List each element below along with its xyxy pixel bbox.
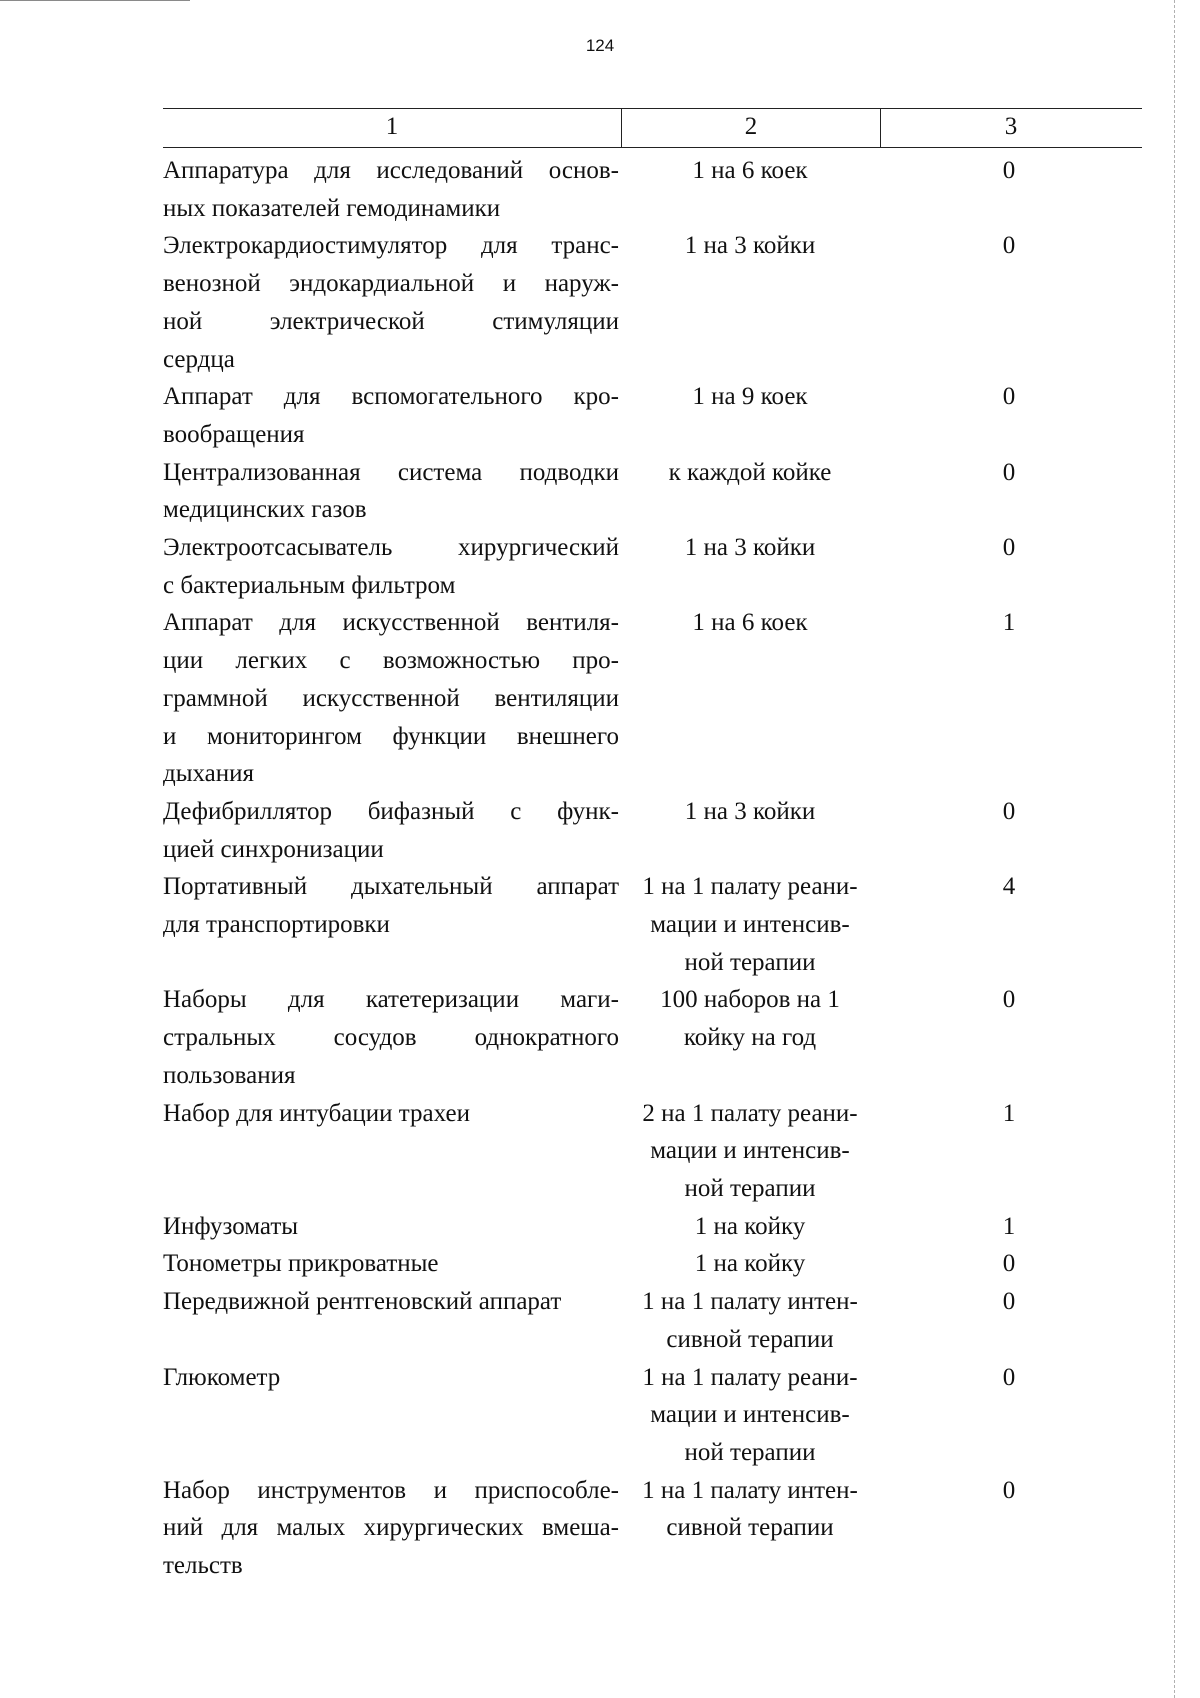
standard-quantity-cell (621, 981, 879, 1056)
standard-quantity-line: 1 на 1 палату интен- (642, 1288, 858, 1316)
equipment-name-line: пользования (163, 1061, 296, 1089)
standard-quantity-line: 100 наборов на 1 (660, 986, 840, 1014)
standard-quantity-line: 2 на 1 палату реани- (642, 1099, 858, 1127)
standard-quantity-cell (621, 1095, 879, 1208)
standard-quantity-cell (621, 604, 879, 642)
standard-quantity-cell (621, 152, 879, 190)
standard-quantity-cell (621, 868, 879, 981)
standard-quantity-cell (621, 1283, 879, 1358)
equipment-name-line: венозной эндокардиальной и наруж- (163, 270, 619, 298)
standard-quantity-line: 1 на 1 палату интен- (642, 1476, 858, 1504)
equipment-name-line: Электрокардиостимулятор для транс- (163, 232, 619, 260)
standard-quantity-line: ной терапии (684, 1174, 816, 1202)
standard-quantity-cell (621, 793, 879, 831)
standard-quantity-line: койку на год (683, 1024, 817, 1052)
standard-quantity-cell (621, 529, 879, 567)
standard-quantity-line: 1 на 9 коек (692, 383, 808, 411)
standard-quantity-cell (621, 378, 879, 416)
equipment-name-line: с бактериальным фильтром (163, 571, 456, 599)
table-row (163, 793, 1142, 868)
table-row (163, 604, 1142, 793)
standard-quantity-line: 1 на койку (694, 1250, 806, 1278)
equipment-name-line: сердца (163, 345, 235, 373)
equipment-name-line: Набор инструментов и приспособле- (163, 1476, 619, 1504)
table-row (163, 1359, 1142, 1472)
equipment-name-cell (163, 1095, 621, 1133)
standard-quantity-line: сивной терапии (666, 1514, 834, 1542)
equipment-name-line: медицинских газов (163, 496, 367, 524)
equipment-name-cell (163, 868, 621, 943)
actual-count-cell: 4 (1002, 873, 1016, 901)
standard-quantity-cell (621, 227, 879, 265)
equipment-name-line: Инфузоматы (163, 1212, 299, 1240)
actual-count-cell: 0 (1002, 797, 1016, 825)
standard-quantity-line: мации и интенсив- (650, 1401, 850, 1429)
standard-quantity-line: 1 на 1 палату реани- (642, 1363, 858, 1391)
equipment-name-line: ции легких с возможностью про- (163, 647, 619, 675)
table-row (163, 529, 1142, 604)
table-row (163, 152, 1142, 227)
equipment-name-line: ных показателей гемодинамики (163, 194, 501, 222)
equipment-table (163, 108, 1142, 1585)
equipment-name-line: Глюкометр (163, 1363, 281, 1391)
standard-quantity-line: ной терапии (684, 1438, 816, 1466)
equipment-name-line: Электроотсасыватель хирургический (163, 534, 619, 562)
table-row (163, 454, 1142, 529)
equipment-name-line: Тонометры прикроватные (163, 1250, 439, 1278)
actual-count-cell: 0 (1002, 534, 1016, 562)
standard-quantity-line: 1 на койку (694, 1212, 806, 1240)
actual-count-cell: 0 (1002, 383, 1016, 411)
standard-quantity-line: 1 на 6 коек (692, 157, 808, 184)
equipment-name-line: ний для малых хирургических вмеша- (163, 1514, 619, 1542)
equipment-name-cell (163, 152, 621, 227)
standard-quantity-line: 1 на 3 койки (684, 534, 816, 562)
equipment-name-line: Передвижной рентгеновский аппарат (163, 1288, 562, 1316)
equipment-name-line: Портативный дыхательный аппарат (163, 873, 619, 901)
table-row (163, 981, 1142, 1094)
equipment-name-cell (163, 529, 621, 604)
table-row (163, 227, 1142, 378)
equipment-name-line: для транспортировки (163, 911, 390, 939)
table-row (163, 1283, 1142, 1358)
equipment-name-line: вообращения (163, 420, 305, 448)
actual-count-cell: 0 (1002, 157, 1016, 184)
standard-quantity-line: мации и интенсив- (650, 911, 850, 939)
equipment-name-line: Аппарат для вспомогательного кро- (163, 383, 619, 411)
column-header-2: 2 (622, 109, 881, 147)
actual-count-cell: 0 (1002, 986, 1016, 1014)
scan-right-edge (1174, 0, 1175, 1698)
table-header (163, 108, 1142, 148)
scan-edge-line (0, 0, 190, 1)
table-row (163, 1095, 1142, 1208)
equipment-name-cell (163, 378, 621, 453)
equipment-name-line: Аппарат для искусственной вентиля- (163, 609, 619, 637)
actual-count-cell: 1 (1002, 1099, 1016, 1127)
equipment-name-line: дыхания (163, 760, 255, 788)
standard-quantity-cell (621, 454, 879, 492)
table-row (163, 1472, 1142, 1585)
actual-count-cell: 0 (1002, 1250, 1016, 1278)
actual-count-cell: 0 (1002, 1476, 1016, 1504)
equipment-name-line: Централизованная система подводки (163, 458, 619, 486)
actual-count-cell: 1 (1002, 609, 1016, 637)
equipment-name-line: Аппаратура для исследований основ- (163, 157, 619, 184)
equipment-name-cell (163, 604, 621, 793)
equipment-name-cell (163, 1359, 621, 1397)
standard-quantity-cell (621, 1245, 879, 1283)
equipment-name-line: Наборы для катетеризации маги- (163, 986, 619, 1014)
equipment-name-cell (163, 1245, 621, 1283)
equipment-name-line: стральных сосудов однократного (163, 1024, 619, 1052)
table-row (163, 1245, 1142, 1283)
standard-quantity-line: 1 на 6 коек (692, 609, 808, 637)
equipment-name-line: Дефибриллятор бифазный с функ- (163, 797, 619, 825)
standard-quantity-line: к каждой койке (668, 458, 832, 486)
equipment-name-line: Набор для интубации трахеи (163, 1099, 470, 1127)
standard-quantity-line: сивной терапии (666, 1325, 834, 1353)
equipment-name-line: граммной искусственной вентиляции (163, 684, 619, 712)
actual-count-cell: 0 (1002, 232, 1016, 260)
equipment-name-line: цией синхронизации (163, 835, 384, 863)
standard-quantity-cell (621, 1359, 879, 1472)
table-row (163, 1208, 1142, 1246)
equipment-name-line: ной электрической стимуляции (163, 307, 619, 335)
equipment-name-line: тельств (163, 1552, 243, 1580)
page-number: 124 (585, 36, 615, 55)
equipment-name-line: и мониторингом функции внешнего (163, 722, 619, 750)
standard-quantity-line: 1 на 3 койки (684, 797, 816, 825)
column-header-3: 3 (1004, 113, 1018, 140)
standard-quantity-line: 1 на 3 койки (684, 232, 816, 260)
standard-quantity-line: ной терапии (684, 948, 816, 976)
equipment-name-cell (163, 227, 621, 378)
table-row (163, 378, 1142, 453)
standard-quantity-line: мации и интенсив- (650, 1137, 850, 1165)
equipment-name-cell (163, 793, 621, 868)
column-header-1: 1 (163, 109, 622, 147)
standard-quantity-cell (621, 1208, 879, 1246)
table-row (163, 868, 1142, 981)
equipment-name-cell (163, 454, 621, 529)
actual-count-cell: 0 (1002, 1363, 1016, 1391)
actual-count-cell: 1 (1002, 1212, 1016, 1240)
equipment-name-cell (163, 1208, 621, 1246)
equipment-name-cell (163, 1472, 621, 1585)
equipment-name-cell (163, 1283, 621, 1321)
table-body (163, 148, 1142, 1585)
standard-quantity-line: 1 на 1 палату реани- (642, 873, 858, 901)
actual-count-cell: 0 (1002, 1288, 1016, 1316)
standard-quantity-cell (621, 1472, 879, 1547)
actual-count-cell: 0 (1002, 458, 1016, 486)
equipment-name-cell (163, 981, 621, 1094)
